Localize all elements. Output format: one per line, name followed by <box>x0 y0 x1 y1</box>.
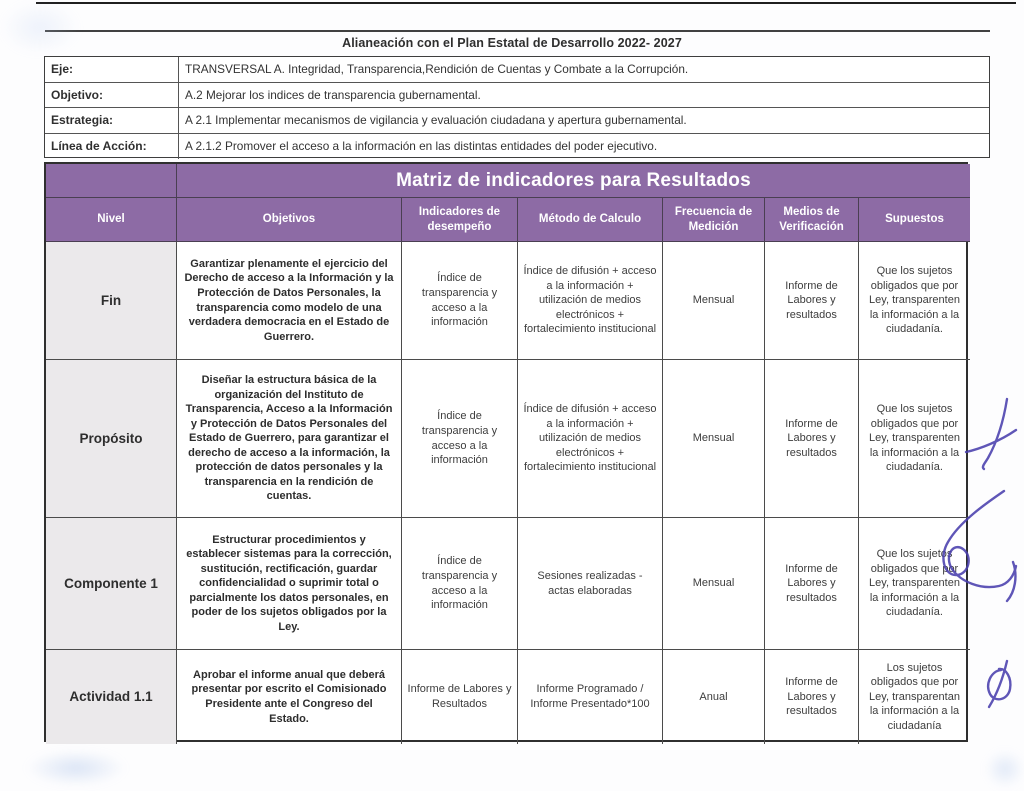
nivel-cell: Componente 1 <box>46 518 177 650</box>
nivel-cell: Propósito <box>46 360 177 518</box>
supuestos-cell: Los sujetos obligados que por Ley, transparentan la información a la ciudadanía <box>869 661 960 732</box>
alignment-row-value <box>179 134 989 160</box>
frecuencia-cell: Mensual <box>663 518 765 650</box>
column-header-medios: Medios de Verificación <box>765 198 859 242</box>
document-title: Alianeación con el Plan Estatal de Desarrollo 2022- 2027 <box>342 36 682 50</box>
objetivo-cell: Estructurar procedimientos y establecer sistemas para la corrección, sustitución, rectificación, guardar confidencialidad o suprimir total o parcialmente los datos personales, en poder de los sujetos obligados por la Ley. <box>177 518 402 650</box>
column-header-objetivos: Objetivos <box>177 198 402 242</box>
objetivo-value: A.2 Mejorar los indices de transparencia gubernamental. <box>185 87 481 102</box>
nivel-cell: Fin <box>46 242 177 360</box>
alignment-header-table <box>44 56 990 158</box>
objetivo-label: Objetivo: <box>51 87 104 102</box>
metodo-cell: Índice de difusión + acceso a la información + utilización de medios electrónicos + fortalecimiento institucional <box>518 360 663 518</box>
alignment-row-label <box>45 108 179 134</box>
objetivo-cell: Aprobar el informe anual que deberá presentar por escrito el Comisionado Presidente ante el Congreso del Estado. <box>177 650 402 744</box>
column-header-supuestos: Supuestos <box>859 198 970 242</box>
medios-cell: Informe de Labores y resultados <box>765 518 859 650</box>
pen-mark-phi-loop <box>988 669 1010 699</box>
estrategia-label: Estrategia: <box>51 113 114 128</box>
objetivo-cell: Diseñar la estructura básica de la organización del Instituto de Transparencia, Acceso a la Información y Protección de Datos Personales del Estado de Guerrero, para garantizar el derecho de acceso a la información, la protección de datos personales y la transparencia en la rendición de cuentas. <box>177 360 402 518</box>
pen-mark-check-stroke <box>983 399 1007 469</box>
indicador-cell: Índice de transparencia y acceso a la información <box>402 360 518 518</box>
eje-label: Eje: <box>51 62 74 77</box>
metodo-cell: Informe Programado / Informe Presentado*100 <box>518 650 663 744</box>
supuestos-cell: Que los sujetos obligados que por Ley, transparenten la información a la ciudadanía. <box>859 518 970 650</box>
supuestos-cell: Que los sujetos obligados que por Ley, transparenten la información a la ciudadanía. <box>859 360 970 518</box>
column-header-metodo: Método de Calculo <box>518 198 663 242</box>
matrix-title: Matriz de indicadores para Resultados <box>177 164 970 198</box>
indicador-cell: Índice de transparencia y acceso a la información <box>402 518 518 650</box>
matrix-header-corner-cell <box>46 164 177 198</box>
indicador-cell: Informe de Labores y Resultados <box>402 650 518 744</box>
alignment-row-value <box>179 108 989 134</box>
medios-cell: Informe de Labores y resultados <box>765 360 859 518</box>
scan-smudge-bottom-right <box>985 750 1024 788</box>
supuestos-cell: Que los sujetos obligados que por Ley, transparenten la información a la ciudadanía. <box>859 242 970 360</box>
alignment-row-label <box>45 83 179 109</box>
alignment-row-label <box>45 57 179 83</box>
metodo-cell: Sesiones realizadas - actas elaboradas <box>518 518 663 650</box>
alignment-row-label <box>45 134 179 160</box>
linea-accion-label: Línea de Acción: <box>51 139 147 154</box>
indicador-cell: Índice de transparencia y acceso a la información <box>402 242 518 360</box>
pen-mark-check-cross <box>966 430 1016 452</box>
column-header-nivel: Nivel <box>46 198 177 242</box>
pen-mark-phi-stem <box>989 661 1007 707</box>
results-indicator-matrix-table <box>44 162 968 742</box>
frecuencia-cell: Anual <box>663 650 765 744</box>
metodo-cell: Índice de difusión + acceso a la información + utilización de medios electrónicos + fortalecimiento institucional <box>518 242 663 360</box>
frecuencia-cell: Mensual <box>663 360 765 518</box>
scan-smudge-bottom-left <box>26 750 126 786</box>
alignment-row-value <box>179 57 989 83</box>
linea-accion-value: A 2.1.2 Promover el acceso a la información en las distintas entidades del poder ejecutivo. <box>185 139 658 154</box>
objetivo-cell: Garantizar plenamente el ejercicio del Derecho de acceso a la Información y la Protección de Datos Personales, la transparencia como modelo de una verdadera democracia en el Estado de Guerrero. <box>177 242 402 360</box>
alignment-row-value <box>179 83 989 109</box>
estrategia-value: A 2.1 Implementar mecanismos de vigilancia y evaluación ciudadana y apertura gubernamental. <box>185 113 687 128</box>
nivel-cell: Actividad 1.1 <box>46 650 177 744</box>
eje-value: TRANSVERSAL A. Integridad, Transparencia,Rendición de Cuentas y Combate a la Corrupción. <box>185 62 689 77</box>
column-header-indicadores: Indicadores de desempeño <box>402 198 518 242</box>
frecuencia-cell: Mensual <box>663 242 765 360</box>
column-header-frecuencia: Frecuencia de Medición <box>663 198 765 242</box>
pen-mark-loop-tail <box>1007 562 1015 601</box>
medios-cell: Informe de Labores y resultados <box>765 242 859 360</box>
medios-cell: Informe de Labores y resultados <box>765 650 859 744</box>
scan-artifact-top-edge-line <box>36 2 1016 4</box>
title-rule-line <box>45 30 990 32</box>
